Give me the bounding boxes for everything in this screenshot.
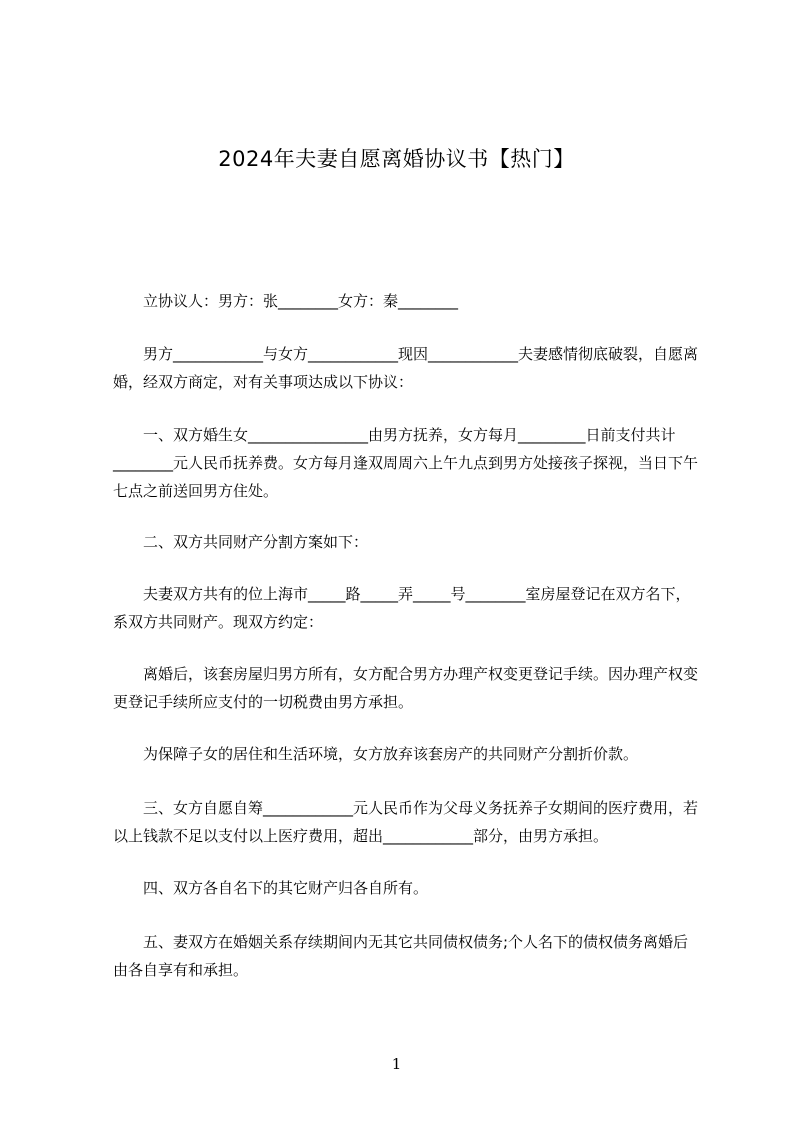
- paragraph-clause-1: 一、双方婚生女________________由男方抚养，女方每月_________日前支付共计________元人民币抚养费。女方每月逢双周周六上午九点到男方处接孩子探视，当日下午七点之前送回男方住处。: [113, 426, 699, 500]
- paragraph-clause-4: 四、双方各自名下的其它财产归各自所有。: [113, 879, 429, 897]
- paragraph-clause-2: 二、双方共同财产分割方案如下：: [113, 533, 369, 551]
- document-title: 2024年夫妻自愿离婚协议书【热门】: [218, 147, 575, 171]
- paragraph-clause-5: 五、妻双方在婚姻关系存续期间内无其它共同债权债务;个人名下的债权债务离婚后由各自享有和承担。: [113, 933, 689, 979]
- paragraph-waiver: 为保障子女的居住和生活环境，女方放弃该套房产的共同财产分割折价款。: [113, 745, 639, 763]
- page-number: 1: [391, 1055, 402, 1073]
- paragraph-house-ownership: 离婚后，该套房屋归男方所有，女方配合男方办理产权变更登记手续。因办理产权变更登记手续所应支付的一切税费由男方承担。: [113, 665, 699, 711]
- paragraph-parties: 立协议人：男方：张________女方：秦________: [113, 292, 459, 310]
- paragraph-property: 夫妻双方共有的位上海市_____路_____弄_____号________室房屋登记在双方名下，系双方共同财产。现双方约定：: [113, 585, 691, 631]
- paragraph-intro: 男方____________与女方____________现因____________夫妻感情彻底破裂，自愿离婚，经双方商定，对有关事项达成以下协议：: [113, 345, 699, 391]
- paragraph-clause-3: 三、女方自愿自筹____________元人民币作为父母义务抚养子女期间的医疗费用，若以上钱款不足以支付以上医疗费用，超出____________部分，由男方承担。: [113, 799, 699, 845]
